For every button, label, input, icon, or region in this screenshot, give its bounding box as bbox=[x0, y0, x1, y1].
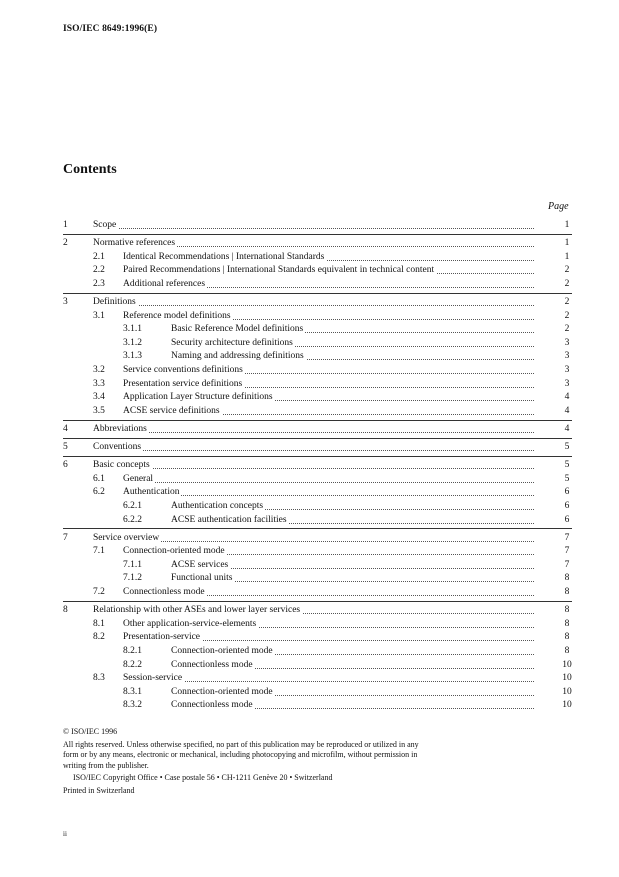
toc-entry-title bbox=[171, 514, 534, 527]
toc-entry-title bbox=[93, 441, 534, 454]
toc-entry-title bbox=[123, 631, 534, 644]
page-title: Contents bbox=[63, 162, 117, 177]
toc-entry-title-text: ACSE services bbox=[171, 559, 229, 570]
toc-entry-title-text: General bbox=[123, 473, 154, 484]
toc-entry-page: 2 bbox=[564, 297, 570, 307]
copyright-block bbox=[63, 727, 423, 796]
toc-entry-page: 6 bbox=[564, 487, 570, 498]
toc-entry-page: 8 bbox=[564, 618, 570, 629]
toc-entry-title bbox=[171, 559, 534, 572]
toc-entry-title bbox=[123, 264, 534, 277]
toc-entry-title-text: Conventions bbox=[93, 442, 142, 452]
toc-entry-number: 6 bbox=[63, 460, 68, 471]
page-folio: ii bbox=[63, 830, 67, 838]
toc-entry-number: 5 bbox=[63, 442, 68, 452]
toc-entry[interactable] bbox=[0, 251, 619, 264]
section-divider bbox=[63, 293, 572, 294]
toc-entry[interactable] bbox=[0, 364, 619, 377]
toc-entry-page: 1 bbox=[564, 251, 570, 262]
toc-entry-number: 2 bbox=[63, 238, 68, 249]
toc-entry-number: 7.1 bbox=[93, 546, 105, 557]
toc-entry-title-text: Presentation-service bbox=[123, 632, 201, 643]
toc-entry-title bbox=[171, 337, 534, 350]
toc-entry-page: 8 bbox=[564, 632, 570, 643]
toc-entry-number: 6.2 bbox=[93, 487, 105, 498]
toc-entry-title bbox=[123, 364, 534, 377]
toc-entry-title-text: Scope bbox=[93, 220, 117, 230]
toc-entry[interactable] bbox=[0, 559, 619, 572]
toc-entry-page: 3 bbox=[564, 337, 570, 348]
toc-entry-page: 7 bbox=[564, 546, 570, 557]
toc-entry-page: 1 bbox=[564, 220, 570, 230]
toc-entry-title-text: Security architecture definitions bbox=[171, 337, 293, 348]
toc-entry-number: 3.2 bbox=[93, 365, 105, 375]
toc-entry-title bbox=[93, 237, 534, 250]
toc-entry-page: 10 bbox=[562, 659, 572, 670]
toc-entry[interactable] bbox=[0, 391, 619, 404]
toc-entry-title bbox=[93, 459, 534, 472]
toc-entry-number: 8.3.1 bbox=[123, 686, 142, 697]
toc-entry-title bbox=[123, 586, 534, 599]
toc-entry-number: 8.2.1 bbox=[123, 645, 142, 656]
toc-entry-title-text: Identical Recommendations | International Standards bbox=[123, 251, 325, 262]
toc-entry-number: 2.3 bbox=[93, 278, 105, 289]
toc-entry-title-text: Relationship with other ASEs and lower layer services bbox=[93, 605, 301, 616]
toc-entry-number: 1 bbox=[63, 220, 68, 230]
toc-entry-number: 3 bbox=[63, 297, 68, 307]
section-divider bbox=[63, 528, 572, 529]
toc-entry-number: 4 bbox=[63, 423, 68, 434]
toc-entry-number: 3.1.2 bbox=[123, 337, 142, 348]
toc-entry[interactable] bbox=[0, 631, 619, 644]
toc-entry[interactable] bbox=[0, 237, 619, 250]
toc-entry[interactable] bbox=[0, 296, 619, 309]
toc-entry-title bbox=[123, 251, 534, 264]
printed-in: Printed in Switzerland bbox=[63, 785, 135, 795]
toc-entry[interactable] bbox=[0, 699, 619, 712]
toc-entry[interactable] bbox=[0, 645, 619, 658]
toc-entry-page: 1 bbox=[564, 238, 570, 249]
toc-entry-number: 8.3 bbox=[93, 673, 105, 684]
toc-entry-number: 7.1.2 bbox=[123, 573, 142, 584]
toc-entry-title-text: Connectionless mode bbox=[171, 659, 253, 670]
toc-entry-page: 3 bbox=[564, 378, 570, 389]
toc-entry-number: 2.1 bbox=[93, 251, 105, 262]
toc-entry-title-text: Functional units bbox=[171, 573, 233, 584]
toc-entry-title-text: Session-service bbox=[123, 673, 183, 684]
toc-entry-title bbox=[171, 323, 534, 336]
toc-entry[interactable] bbox=[0, 604, 619, 617]
toc-entry-page: 5 bbox=[564, 442, 570, 452]
toc-entry[interactable] bbox=[0, 686, 619, 699]
toc-entry-title bbox=[123, 473, 534, 486]
copyright-office: ISO/IEC Copyright Office • Case postale 56 • CH-1211 Genève 20 • Switzerland bbox=[73, 773, 333, 782]
toc-entry-title bbox=[123, 391, 534, 404]
toc-entry-title bbox=[93, 604, 534, 617]
toc-entry[interactable] bbox=[0, 278, 619, 291]
toc-entry[interactable] bbox=[0, 459, 619, 472]
toc-entry-number: 8.1 bbox=[93, 618, 105, 629]
toc-entry-title bbox=[171, 350, 534, 363]
toc-entry-title-text: Authentication bbox=[123, 487, 180, 498]
toc-entry-title bbox=[93, 532, 534, 545]
toc-entry-title bbox=[123, 545, 534, 558]
toc-entry-title-text: Basic Reference Model definitions bbox=[171, 324, 304, 335]
toc-entry-page: 10 bbox=[562, 700, 572, 711]
toc-entry-title-text: Naming and addressing definitions bbox=[171, 351, 304, 362]
toc-entry-page: 2 bbox=[564, 324, 570, 335]
toc-entry-number: 3.1.1 bbox=[123, 324, 142, 335]
toc-entry-title bbox=[123, 378, 534, 391]
toc-entry-page: 2 bbox=[564, 265, 570, 276]
toc-entry-title-text: Connection-oriented mode bbox=[171, 645, 273, 656]
section-divider bbox=[63, 234, 572, 235]
toc-entry-number: 3.5 bbox=[93, 405, 105, 416]
toc-entry-title-text: Connectionless mode bbox=[123, 587, 205, 597]
toc-entry-title bbox=[171, 500, 534, 513]
toc-entry[interactable] bbox=[0, 572, 619, 585]
toc-entry-page: 2 bbox=[564, 310, 570, 321]
toc-entry-page: 8 bbox=[564, 587, 570, 597]
toc-entry-title bbox=[93, 423, 534, 436]
toc-entry-title-text: Service overview bbox=[93, 532, 160, 543]
copyright-notice: © ISO/IEC 1996 bbox=[63, 727, 118, 736]
toc-entry[interactable] bbox=[0, 618, 619, 631]
toc-entry-title bbox=[123, 486, 534, 499]
page-column-label: Page bbox=[548, 201, 569, 212]
toc-entry-page: 4 bbox=[564, 405, 570, 416]
toc-entry[interactable] bbox=[0, 500, 619, 513]
toc-entry[interactable] bbox=[0, 586, 619, 599]
toc-entry[interactable] bbox=[0, 264, 619, 277]
section-divider bbox=[63, 420, 572, 421]
toc-entry-number: 6.2.2 bbox=[123, 514, 142, 525]
toc-entry-page: 7 bbox=[564, 532, 570, 543]
toc-entry-page: 5 bbox=[564, 473, 570, 484]
toc-entry-title-text: Paired Recommendations | International Standards equivalent in technical content bbox=[123, 265, 435, 276]
toc-entry[interactable] bbox=[0, 323, 619, 336]
toc-entry[interactable] bbox=[0, 378, 619, 391]
toc-entry[interactable] bbox=[0, 337, 619, 350]
toc-entry-page: 8 bbox=[564, 573, 570, 584]
section-divider bbox=[63, 438, 572, 439]
toc-entry-number: 3.4 bbox=[93, 392, 105, 403]
toc-entry-page: 2 bbox=[564, 278, 570, 289]
toc-entry-number: 3.3 bbox=[93, 378, 105, 389]
toc-entry-number: 7 bbox=[63, 532, 68, 543]
toc-entry-title bbox=[93, 296, 534, 309]
toc-entry-page: 10 bbox=[562, 686, 572, 697]
toc-entry-number: 6.2.1 bbox=[123, 500, 142, 511]
toc-entry-page: 6 bbox=[564, 500, 570, 511]
toc-entry-number: 3.1.3 bbox=[123, 351, 142, 362]
toc-entry[interactable] bbox=[0, 486, 619, 499]
toc-entry-number: 8 bbox=[63, 605, 68, 616]
document-header: ISO/IEC 8649:1996(E) bbox=[63, 24, 158, 34]
toc-entry-title-text: Reference model definitions bbox=[123, 310, 231, 321]
section-divider bbox=[63, 601, 572, 602]
toc-entry[interactable] bbox=[0, 350, 619, 363]
toc-entry[interactable] bbox=[0, 310, 619, 323]
toc-entry-title-text: Connection-oriented mode bbox=[171, 686, 273, 697]
toc-entry-title bbox=[171, 645, 534, 658]
toc-entry-page: 8 bbox=[564, 645, 570, 656]
toc-entry-title bbox=[171, 699, 534, 712]
toc-entry-title-text: Application Layer Structure definitions bbox=[123, 392, 273, 403]
toc-entry-number: 7.1.1 bbox=[123, 559, 142, 570]
toc-entry-title-text: Authentication concepts bbox=[171, 500, 264, 511]
toc-entry[interactable] bbox=[0, 441, 619, 454]
rights-statement: All rights reserved. Unless otherwise specified, no part of this publication may be reproduced or utilized in any form or by any means, electronic or mechanical, including photocopying and microfilm, without permission in writing from the publisher. bbox=[63, 739, 419, 770]
toc-entry-title bbox=[123, 672, 534, 685]
toc-entry-page: 5 bbox=[564, 460, 570, 471]
toc-entry-title bbox=[123, 310, 534, 323]
toc-entry-title bbox=[171, 686, 534, 699]
toc-entry-page: 4 bbox=[564, 392, 570, 403]
toc-entry-page: 10 bbox=[562, 673, 572, 684]
toc-entry-page: 4 bbox=[564, 423, 570, 434]
toc-entry-number: 3.1 bbox=[93, 310, 105, 321]
toc-entry[interactable] bbox=[0, 532, 619, 545]
toc-entry-number: 8.2.2 bbox=[123, 659, 142, 670]
toc-entry-title-text: Basic concepts bbox=[93, 460, 150, 471]
toc-entry-number: 7.2 bbox=[93, 587, 105, 597]
toc-entry-title-text: ACSE authentication facilities bbox=[171, 514, 287, 525]
toc-entry-title-text: Other application-service-elements bbox=[123, 618, 257, 629]
toc-entry-title-text: Definitions bbox=[93, 297, 136, 307]
toc-entry[interactable] bbox=[0, 405, 619, 418]
toc-entry-number: 2.2 bbox=[93, 265, 105, 276]
toc-entry[interactable] bbox=[0, 545, 619, 558]
toc-entry[interactable] bbox=[0, 659, 619, 672]
toc-entry-page: 6 bbox=[564, 514, 570, 525]
toc-entry[interactable] bbox=[0, 514, 619, 527]
toc-entry-page: 3 bbox=[564, 365, 570, 375]
toc-entry-page: 8 bbox=[564, 605, 570, 616]
toc-entry-title bbox=[123, 618, 534, 631]
toc-entry-title bbox=[93, 219, 534, 232]
toc-entry[interactable] bbox=[0, 473, 619, 486]
toc-entry-title-text: Connection-oriented mode bbox=[123, 546, 225, 557]
toc-entry-number: 6.1 bbox=[93, 473, 105, 484]
toc-entry-title bbox=[171, 659, 534, 672]
toc-entry-title bbox=[171, 572, 534, 585]
toc-entry-title bbox=[123, 405, 534, 418]
toc-entry-title-text: ACSE service definitions bbox=[123, 405, 220, 416]
toc-entry-title-text: Connectionless mode bbox=[171, 700, 253, 711]
toc-entry-title-text: Presentation service definitions bbox=[123, 378, 243, 389]
toc-entry-title-text: Service conventions definitions bbox=[123, 365, 243, 375]
toc-entry[interactable] bbox=[0, 423, 619, 436]
section-divider bbox=[63, 456, 572, 457]
toc-entry-title-text: Normative references bbox=[93, 238, 176, 249]
toc-entry-title-text: Abbreviations bbox=[93, 423, 147, 434]
toc-entry[interactable] bbox=[0, 672, 619, 685]
toc-entry-number: 8.2 bbox=[93, 632, 105, 643]
toc-entry-title bbox=[123, 278, 534, 291]
toc-entry-title-text: Additional references bbox=[123, 278, 206, 289]
toc-entry[interactable] bbox=[0, 219, 619, 232]
toc-entry-number: 8.3.2 bbox=[123, 700, 142, 711]
toc-entry-page: 7 bbox=[564, 559, 570, 570]
toc-entry-page: 3 bbox=[564, 351, 570, 362]
